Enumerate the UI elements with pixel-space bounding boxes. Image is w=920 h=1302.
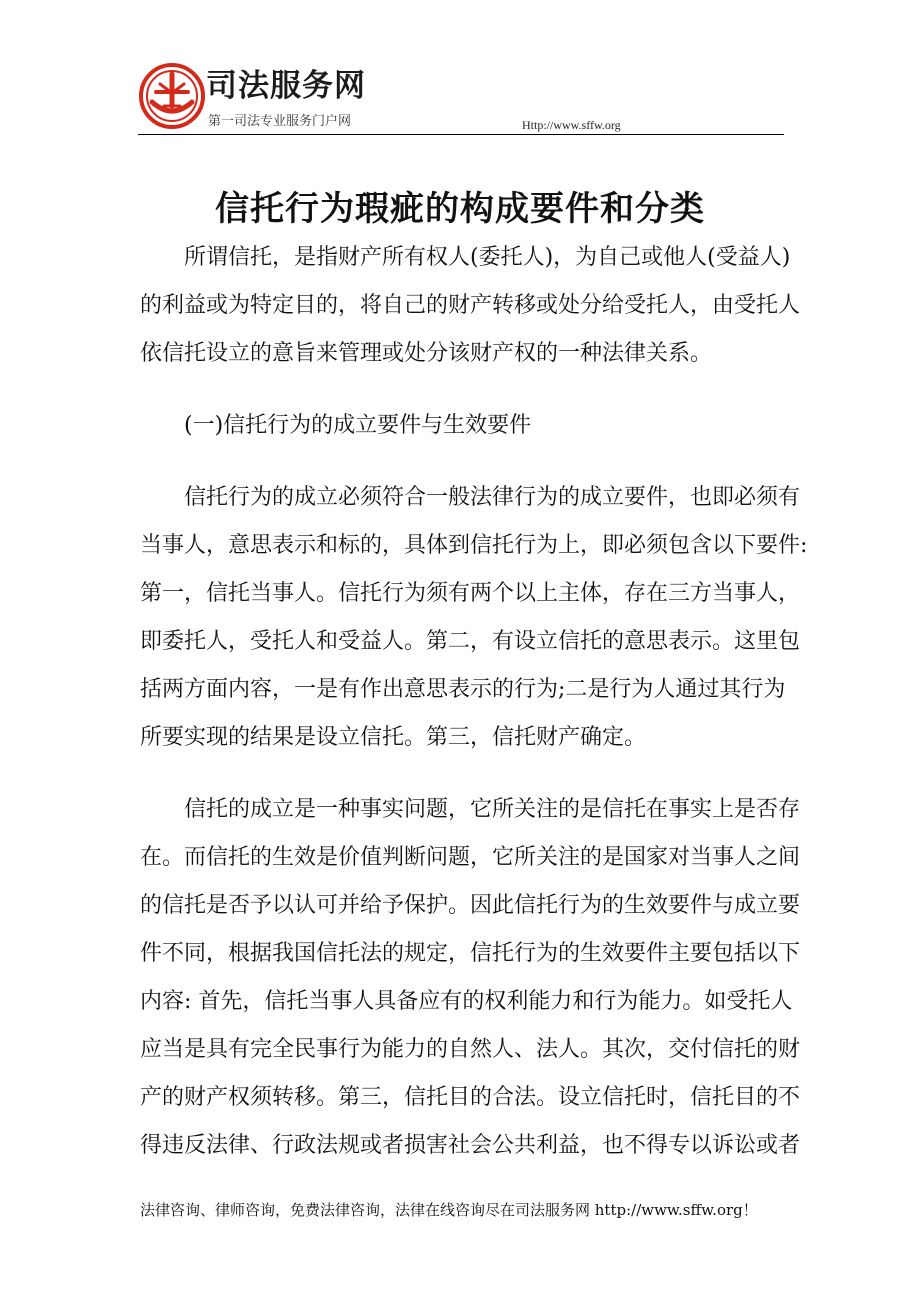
paragraph-line: 得违反法律、行政法规或者损害社会公共利益，也不得专以诉讼或者 [140, 1133, 801, 1158]
paragraph-definition [140, 234, 801, 378]
section-heading [140, 402, 790, 450]
paragraph-line: 内容: 首先，信托当事人具备应有的权利能力和行为能力。如受托人 [140, 989, 793, 1014]
paragraph-line: 的利益或为特定目的，将自己的财产转移或处分给受托人，由受托人 [140, 293, 801, 318]
paragraph-line: 括两方面内容，一是有作出意思表示的行为;二是行为人通过其行为 [140, 677, 786, 702]
paragraph-line: 应当是具有完全民事行为能力的自然人、法人。其次，交付信托的财 [140, 1037, 801, 1062]
paragraph-line: 的信托是否予以认可并给予保护。因此信托行为的生效要件与成立要 [140, 893, 801, 918]
paragraph-line: 依信托设立的意旨来管理或处分该财产权的一种法律关系。 [140, 341, 713, 366]
paragraph-effectiveness [140, 786, 801, 1170]
paragraph-line: 产的财产权须转移。第三，信托目的合法。设立信托时，信托目的不 [140, 1085, 801, 1110]
site-url: Http://www.sffw.org [522, 118, 621, 132]
document-title: 信托行为瑕疵的构成要件和分类 [215, 188, 705, 229]
paragraph-line: 第一，信托当事人。信托行为须有两个以上主体，存在三方当事人， [140, 581, 801, 606]
paragraph-line: 信托行为的成立必须符合一般法律行为的成立要件，也即必须有 [184, 485, 801, 510]
page-footer: 法律咨询、律师咨询，免费法律咨询，法律在线咨询尽在司法服务网 http://www.sffw.org！ [140, 1201, 758, 1219]
site-brand-name: 司法服务网 [206, 68, 366, 104]
paragraph-line: 所要实现的结果是设立信托。第三，信托财产确定。 [140, 725, 647, 750]
page-header [138, 62, 784, 138]
document-body [140, 234, 808, 1194]
paragraph-line: 当事人，意思表示和标的，具体到信托行为上，即必须包含以下要件: [140, 533, 808, 558]
site-logo-icon [138, 62, 206, 130]
paragraph-formation [140, 474, 808, 762]
site-slogan: 第一司法专业服务门户网 [208, 114, 352, 129]
paragraph-line: 即委托人，受托人和受益人。第二，有设立信托的意思表示。这里包 [140, 629, 801, 654]
paragraph-line: 所谓信托，是指财产所有权人(委托人)，为自己或他人(受益人) [184, 245, 791, 270]
paragraph-line: 件不同，根据我国信托法的规定，信托行为的生效要件主要包括以下 [140, 941, 801, 966]
paragraph-line: 在。而信托的生效是价值判断问题，它所关注的是国家对当事人之间 [140, 845, 801, 870]
section-heading-text: (一)信托行为的成立要件与生效要件 [184, 413, 532, 438]
paragraph-line: 信托的成立是一种事实问题，它所关注的是信托在事实上是否存 [184, 797, 801, 822]
header-divider [138, 134, 784, 135]
